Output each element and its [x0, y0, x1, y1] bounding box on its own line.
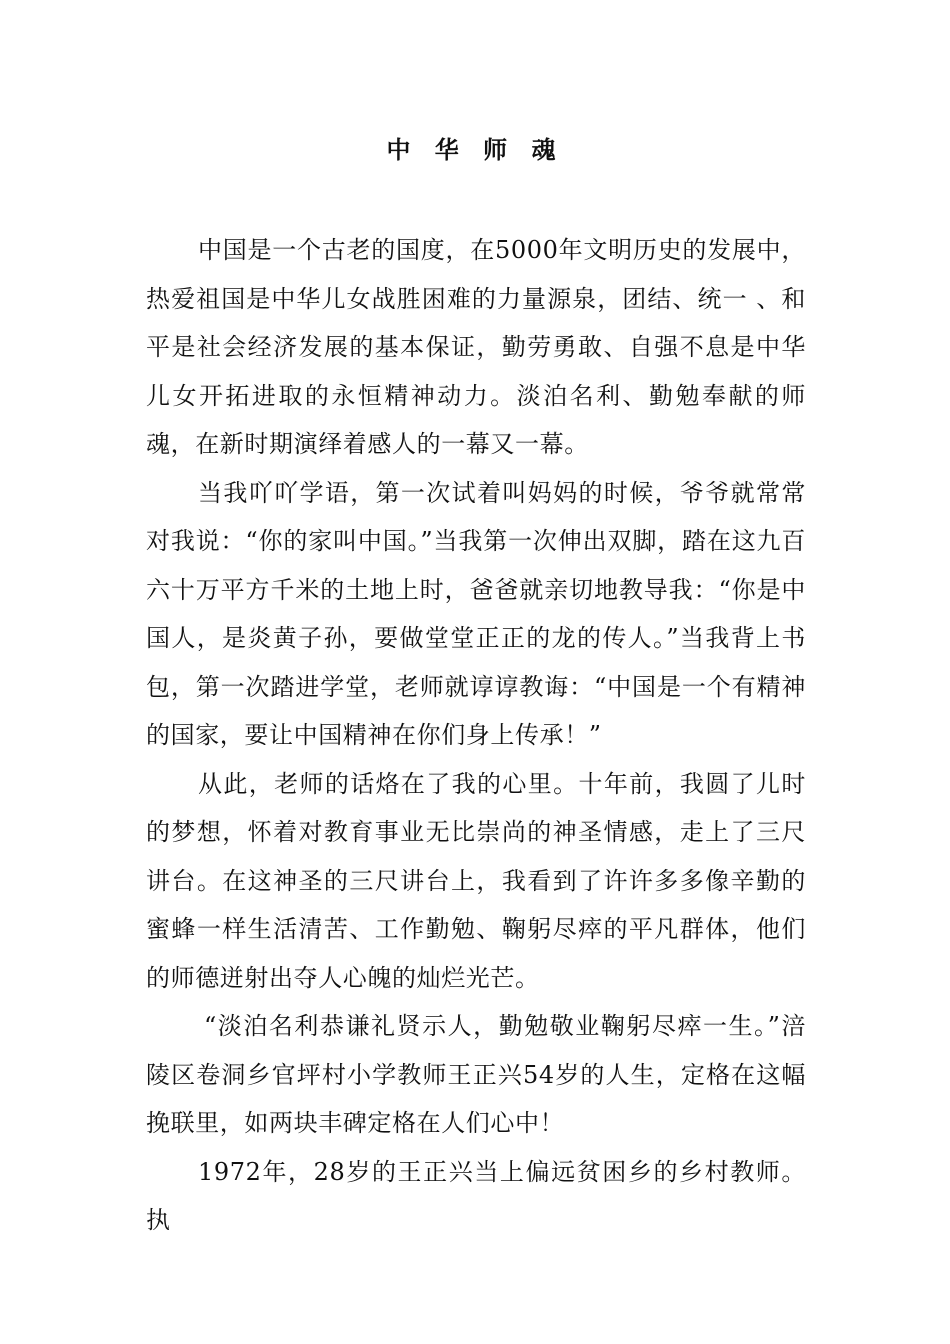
document-title: 中 华 师 魂	[386, 136, 564, 164]
paragraph-5: 1972年，28岁的王正兴当上偏远贫困乡的乡村教师。执	[146, 1157, 806, 1234]
paragraph-2: 当我吖吖学语，第一次试着叫妈妈的时候，爷爷就常常对我说：“你的家叫中国。”当我第一次伸出双脚，踏在这九百六十万平方千米的土地上时，爸爸就亲切地教导我：“你是中国人，是炎黄子孙，要做堂堂正正的龙的传人。”当我背上书包，第一次踏进学堂，老师就谆谆教诲：“中国是一个有精神的国家，要让中国精神在你们身上传承！”	[146, 478, 806, 749]
paragraph-3: 从此，老师的话烙在了我的心里。十年前，我圆了儿时的梦想，怀着对教育事业无比崇尚的神圣情感，走上了三尺讲台。在这神圣的三尺讲台上，我看到了许许多多像辛勤的蜜蜂一样生活清苦、工作勤勉、鞠躬尽瘁的平凡群体，他们的师德迸射出夺人心魄的灿烂光芒。	[146, 769, 806, 992]
document-body	[146, 226, 806, 1245]
paragraph-1: 中国是一个古老的国度，在5000年文明历史的发展中，热爱祖国是中华儿女战胜困难的力量源泉，团结、统一 、和平是社会经济发展的基本保证，勤劳勇敢、自强不息是中华儿女开拓进取的永恒精神动力。淡泊名利、勤勉奉献的师魂，在新时期演绎着感人的一幕又一幕。	[146, 236, 806, 458]
paragraph-4: “淡泊名利恭谦礼贤示人，勤勉敬业鞠躬尽瘁一生。”涪陵区卷洞乡官坪村小学教师王正兴54岁的人生，定格在这幅挽联里，如两块丰碑定格在人们心中！	[146, 1012, 806, 1137]
